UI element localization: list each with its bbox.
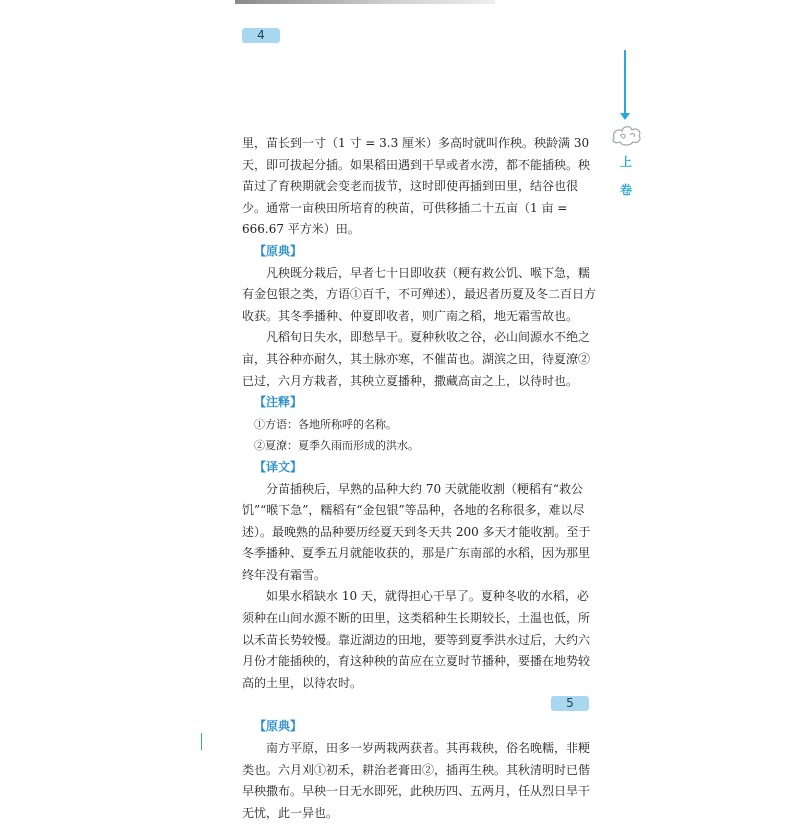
note-1: ①方语：各地所称呼的名称。 xyxy=(254,417,397,431)
bottom-margin-tick xyxy=(201,733,202,750)
original-paragraph-1: 凡秧既分栽后，早者七十日即收获（粳有救公饥、喉下急，糯有金包银之类，方语①百千，不可殚述），最迟者历夏及冬二百日方收获。其冬季播种、仲夏即收者，则广南之稻，地无霜雪故也。 xyxy=(242,265,597,323)
section-heading-translation: 【译文】 xyxy=(254,459,303,474)
side-guide-line xyxy=(624,50,626,116)
volume-label-bottom: 卷 xyxy=(619,183,632,197)
section-heading-notes: 【注释】 xyxy=(254,395,303,410)
page-number-tab-bottom: 5 xyxy=(551,696,589,711)
cloud-ornament-icon xyxy=(610,120,644,148)
section-heading-original: 【原典】 xyxy=(254,243,303,258)
top-page-edge xyxy=(235,0,495,4)
translation-paragraph-2: 如果水稻缺水 10 天，就得担心干旱了。夏种冬收的水稻，必须种在山间水源不断的田里，这类稻种生长期较长，土温也低，所以禾苗长势较慢。靠近湖边的田地，要等到夏季洪水过后，大约六月份才能插秧的，育这种秧的苗应在立夏时节播种，要播在地势较高的土里，以待农时。 xyxy=(242,589,591,690)
translation-paragraph-1: 分苗插秧后，早熟的品种大约 70 天就能收割（粳稻有“救公饥”“喉下急”，糯稻有“金包银”等品种，各地的名称很多，难以尽述）。最晚熟的品种要历经夏天到冬天共 200 多天才能收割。至于冬季播种、夏季五月就能收获的，那是广东南部的水稻，因为那里终年没有霜雪。 xyxy=(242,481,591,582)
volume-label-top: 上 xyxy=(619,155,632,169)
original-paragraph-3: 南方平原，田多一岁两栽两获者。其再栽秧，俗名晚糯，非粳类也。六月刈①初禾，耕治老膏田②，插再生秧。其秋清明时已偕早秧撒布。早秧一日无水即死，此秧历四、五两月，任从烈日旱干无忧，此一异也。 xyxy=(242,741,591,820)
down-arrow-icon xyxy=(620,113,630,120)
page-body xyxy=(242,133,599,824)
intro-paragraph: 里，苗长到一寸（1 寸 = 3.3 厘米）多高时就叫作秧。秧龄满 30 天，即可拔起分插。如果稻田遇到干旱或者水涝，都不能插秧。秧苗过了育秧期就会变老而拔节，这时即使再插到田里，结谷也很少。通常一亩秧田所培育的秧苗，可供移插二十五亩（1 亩 = 666.67 平方米）田。 xyxy=(242,136,591,237)
section-heading-original-2: 【原典】 xyxy=(254,719,303,734)
page-number-tab-top: 4 xyxy=(242,28,280,43)
original-paragraph-2: 凡稻旬日失水，即愁旱干。夏种秋收之谷，必山间源水不绝之亩，其谷种亦耐久，其土脉亦寒，不催苗也。湖滨之田，待夏潦②已过，六月方栽者，其秧立夏播种，撒藏高亩之上，以待时也。 xyxy=(242,330,591,388)
note-2: ②夏潦：夏季久雨而形成的洪水。 xyxy=(254,439,419,453)
